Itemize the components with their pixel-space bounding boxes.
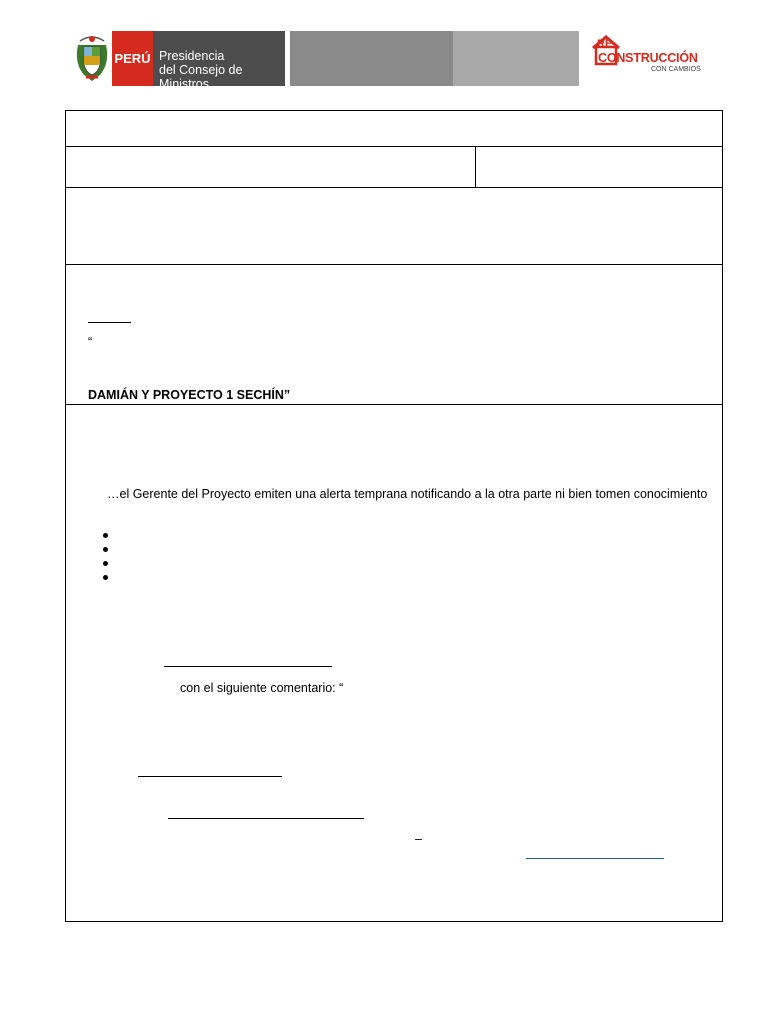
blank-underline-4 (168, 818, 364, 819)
blank-underline-3 (138, 776, 282, 777)
pcm-label (153, 31, 285, 91)
coat-of-arms-icon (74, 33, 110, 83)
recon-re-label: RE (597, 38, 613, 50)
dash-mark: – (415, 832, 422, 846)
link-underline[interactable] (526, 858, 664, 859)
bullet-2 (103, 547, 108, 552)
form-row-divider-1 (65, 146, 723, 147)
project-title: DAMIÁN Y PROYECTO 1 SECHÍN” (88, 388, 291, 402)
form-row-divider-2 (65, 187, 723, 188)
pcm-line1: Presidencia (159, 49, 225, 63)
header-grey-block-1 (290, 31, 453, 86)
alert-paragraph: …el Gerente del Proyecto emiten una alerta temprana notificando a la otra parte ni bien tomen conocimiento (107, 487, 708, 501)
opening-quote: “ (88, 335, 93, 349)
blank-underline-1 (88, 322, 131, 323)
pcm-line2: del Consejo de Ministros (159, 63, 243, 91)
header-grey-block-2 (453, 31, 579, 86)
form-col-divider (475, 146, 476, 188)
blank-underline-2 (164, 666, 332, 667)
form-row-divider-3 (65, 264, 723, 265)
bullet-1 (103, 533, 108, 538)
recon-word: CONSTRUCCIÓN (598, 51, 698, 65)
recon-sub: CON CAMBIOS (651, 66, 701, 73)
bullet-4 (103, 575, 108, 580)
bullet-3 (103, 561, 108, 566)
comment-text: con el siguiente comentario: “ (180, 681, 344, 695)
peru-label: PERÚ (112, 31, 153, 86)
form-frame (65, 110, 723, 922)
form-row-divider-4 (65, 404, 723, 405)
